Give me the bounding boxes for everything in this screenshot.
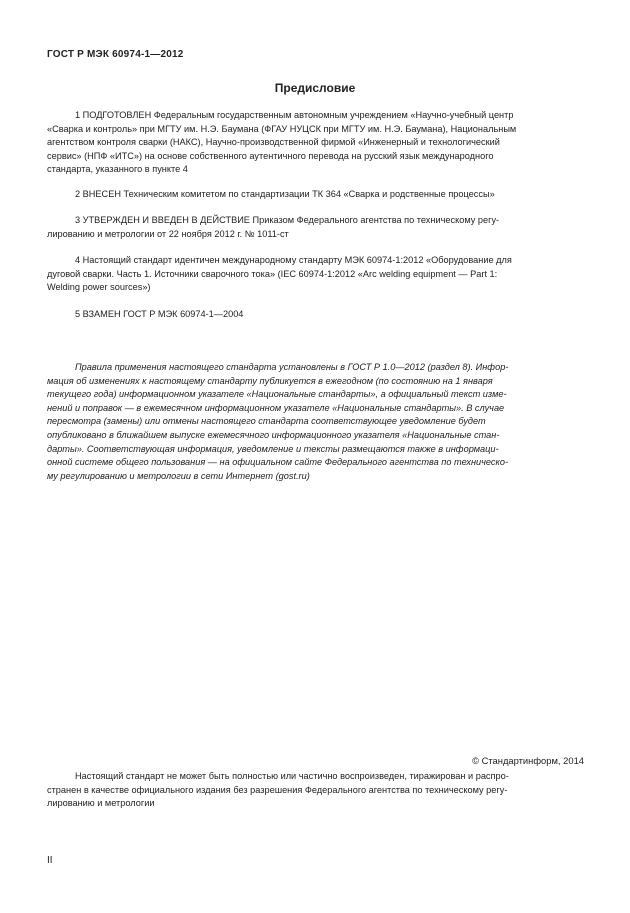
paragraph-1-line: сервис» (НПФ «ИТС») на основе собственного аутентичного перевода на русский язык международного bbox=[47, 150, 494, 161]
paragraph-2 bbox=[47, 188, 584, 202]
paragraph-3-line: лированию и метрологии от 22 ноября 2012 г. № 1011-ст bbox=[47, 228, 289, 239]
rules-of-application bbox=[47, 361, 584, 483]
paragraph-4-line: дуговой сварки. Часть 1. Источники сварочного тока» (IEC 60974-1:2012 «Arc welding equipment — Part 1: bbox=[47, 268, 498, 279]
rules-line: Правила применения настоящего стандарта установлены в ГОСТ Р 1.0—2012 (раздел 8). Инфор- bbox=[75, 362, 509, 372]
paragraph-1-line: стандарта, указанного в пункте 4 bbox=[47, 164, 188, 175]
paragraph-5-line: 5 ВЗАМЕН ГОСТ Р МЭК 60974-1—2004 bbox=[75, 309, 244, 319]
notice-line: лированию и метрологии bbox=[47, 798, 155, 809]
paragraph-1-line: агентством контроля сварки (НАКС), Научно-производственной фирмой «Инженерный и технологический bbox=[47, 137, 500, 148]
paragraph-4-line: Welding power sources») bbox=[47, 282, 151, 293]
page-title: Предисловие bbox=[274, 81, 356, 95]
paragraph-1 bbox=[47, 109, 584, 177]
page-number: II bbox=[47, 855, 53, 866]
rules-line: онной системе общего пользования — на официальном сайте Федерального агентства по техническо- bbox=[47, 457, 509, 468]
rules-line: нений и поправок — в ежемесячном информационном указателе «Национальные стандарты». В случае bbox=[47, 402, 505, 413]
rules-line: мация об изменениях к настоящему стандарту публикуется в ежегодном (по состоянию на 1 января bbox=[47, 375, 493, 386]
copyright: © Стандартинформ, 2014 bbox=[472, 755, 584, 766]
paragraph-1-line: 1 ПОДГОТОВЛЕН Федеральным государственным автономным учреждением «Научно-учебный центр bbox=[75, 110, 514, 120]
paragraph-4-line: 4 Настоящий стандарт идентичен международному стандарту МЭК 60974-1:2012 «Оборудование для bbox=[75, 255, 512, 265]
rules-line: пересмотра (замены) или отмены настоящего стандарта соответствующее уведомление будет bbox=[47, 416, 486, 427]
paragraph-3 bbox=[47, 214, 584, 241]
notice-line: Настоящий стандарт не может быть полностью или частично воспроизведен, тиражирован и распро- bbox=[75, 771, 509, 781]
paragraph-1-line: «Сварка и контроль» при МГТУ им. Н.Э. Баумана (ФГАУ НУЦСК при МГТУ им. Н.Э. Баумана), Национальным bbox=[47, 123, 517, 134]
notice-line: странен в качестве официального издания без разрешения Федерального агентства по техническому регу- bbox=[47, 784, 508, 795]
paragraph-5 bbox=[47, 308, 584, 322]
paragraph-3-line: 3 УТВЕРЖДЕН И ВВЕДЕН В ДЕЙСТВИЕ Приказом Федерального агентства по техническому регу- bbox=[75, 215, 500, 225]
rules-line: дарты». Соответствующая информация, уведомление и тексты размещаются также в информаци- bbox=[47, 443, 499, 454]
document-header: ГОСТ Р МЭК 60974-1—2012 bbox=[47, 49, 184, 60]
paragraph-2-line: 2 ВНЕСЕН Техническим комитетом по стандартизации ТК 364 «Сварка и родственные процессы» bbox=[75, 189, 495, 199]
rules-line: опубликовано в ближайшем выпуске ежемесячного информационного указателя «Национальные стан- bbox=[47, 429, 500, 440]
rules-line: му регулированию и метрологии в сети Интернет (gost.ru) bbox=[47, 470, 310, 481]
copyright-notice bbox=[47, 770, 584, 811]
paragraph-4 bbox=[47, 254, 584, 295]
rules-line: текущего года) информационном указателе «Национальные стандарты», а официальный текст изме- bbox=[47, 389, 507, 400]
